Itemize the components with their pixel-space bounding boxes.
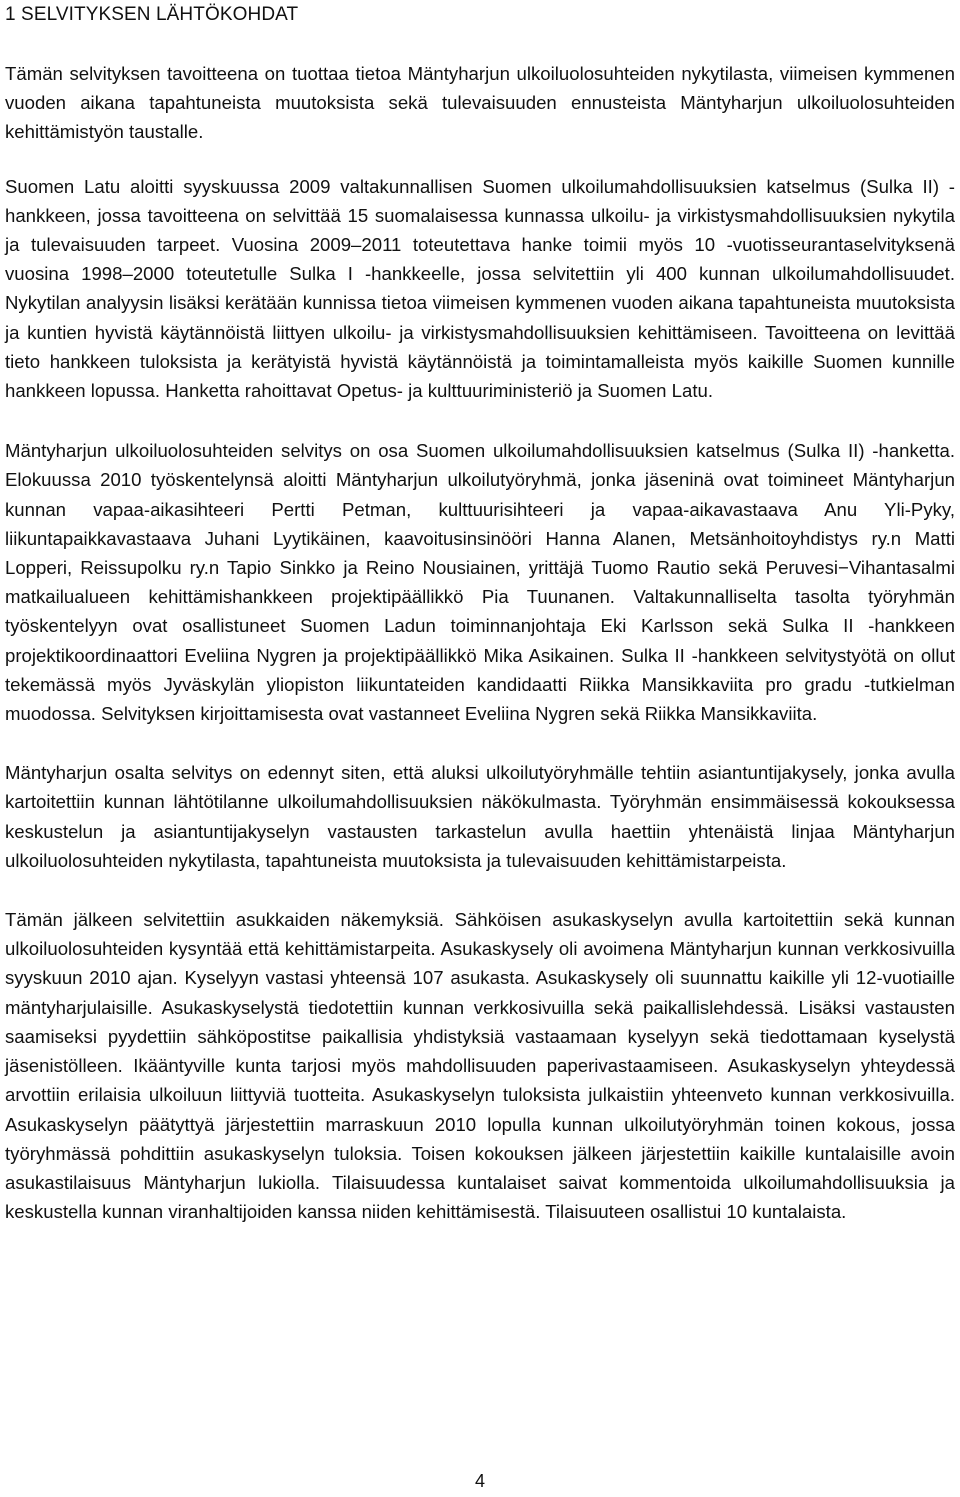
section-heading: 1 SELVITYKSEN LÄHTÖKOHDAT [5, 4, 299, 25]
paragraph-purpose: Tämän selvityksen tavoitteena on tuottaa tietoa Mäntyharjun ulkoiluolosuhteiden nykytilasta, viimeisen kymmenen vuoden aikana tapahtuneista muutoksista sekä tulevaisuuden ennusteista Mäntyharjun ulkoiluolosuhteiden kehittämistyön taustalle. [5, 63, 955, 143]
paragraph-sulka-project: Suomen Latu aloitti syyskuussa 2009 valtakunnallisen Suomen ulkoilumahdollisuuksien katselmus (Sulka II) -hankkeen, jossa tavoitteena on selvittää 15 suomalaisessa kunnassa ulkoilu- ja virkistysmahdollisuuksien nykytila ja tulevaisuuden tarpeet. Vuosina 2009–2011 toteutettava hanke toimii myös 10 -vuotisseurantaselvityksenä vuosina 1998–2000 toteutetulle Sulka I -hankkeelle, jossa selvitettiin yli 400 kunnan ulkoilumahdollisuudet. Nykytilan analyysin lisäksi kerätään kunnissa tietoa viimeisen kymmenen vuoden aikana tapahtuneista muutoksista ja kuntien hyvistä käytännöistä liittyen ulkoilu- ja virkistysmahdollisuuksien kehittämiseen. Tavoitteena on levittää tieto hankkeen tuloksista ja kerätyistä hyvistä käytännöistä ja toimintamalleista myös kaikille Suomen kunnille hankkeen lopussa. Hanketta rahoittavat Opetus- ja kulttuuriministeriö ja Suomen Latu. [5, 175, 955, 402]
paragraph-working-group: Mäntyharjun ulkoiluolosuhteiden selvitys on osa Suomen ulkoilumahdollisuuksien katselmus (Sulka II) -hanketta. Elokuussa 2010 työskentelynsä aloitti Mäntyharjun ulkoilutyöryhmä, jonka jäseninä ovat toimineet Mäntyharjun kunnan vapaa-aikasihteeri Pertti Petman, kulttuurisihteeri ja vapaa-aikavastaava Anu Yli-Pyky, liikuntapaikkavastaava Juhani Lyytikäinen, kaavoitusinsinööri Hanna Alanen, Metsänhoitoyhdistys ry.n Matti Lopperi, Reissupolku ry.n Tapio Sinkko ja Reino Nousiainen, yrittäjä Tuomo Rautio sekä Peruvesi−Vihantasalmi matkailualueen kehittämishankkeen projektipäällikkö Pia Tuunanen. Valtakunnalliselta tasolta työryhmän työskentelyyn ovat osallistuneet Suomen Ladun toiminnanjohtaja Eki Karlsson sekä Sulka II -hankkeen projektikoordinaattori Eveliina Nygren ja projektipäällikkö Mika Asikainen. Sulka II -hankkeen selvitystyötä on ollut tekemässä myös Jyväskylän yliopiston liikuntateiden kandidaatti Riikka Mansikkaviita pro gradu -tutkielman muodossa. Selvityksen kirjoittamisesta ovat vastanneet Eveliina Nygren sekä Riikka Mansikkaviita. [5, 440, 955, 725]
paragraph-resident-survey: Tämän jälkeen selvitettiin asukkaiden näkemyksiä. Sähköisen asukaskyselyn avulla kartoitettiin sekä kunnan ulkoiluolosuhteiden kysyntää että kehittämistarpeita. Asukaskysely oli avoimena Mäntyharjun kunnan verkkosivuilla syyskuun 2010 ajan. Kyselyyn vastasi yhteensä 107 asukasta. Asukaskysely oli suunnattu kaikille yli 12-vuotiaille mäntyharjulaisille. Asukaskyselystä tiedotettiin kunnan verkkosivuilla sekä paikallislehdessä. Lisäksi vastausten saamiseksi pyydettiin sähköpostitse paikallisia yhdistyksiä vastaamaan kyselyyn sekä tiedottamaan kyselystä jäsenistölleen. Ikääntyville kunta tarjosi myös mahdollisuuden paperivastaamiseen. Asukaskyselyn yhteydessä arvottiin erilaisia ulkoiluun liittyviä tuotteita. Asukaskyselyn tuloksista julkaistiin yhteenveto kunnan verkkosivuilla. Asukaskyselyn päätyttyä järjestettiin marraskuun 2010 lopulla kunnan ulkoilutyöryhmän toinen kokous, jossa työryhmässä pohdittiin asukaskyselyn tuloksia. Toisen kokouksen jälkeen järjestettiin kaikille kuntalaisille avoin asukastilaisuus Mäntyharjun lukiolla. Tilaisuudessa kuntalaiset saivat kommentoida ulkoilumahdollisuuksia ja keskustella kunnan viranhaltijoiden kanssa niiden kehittämisestä. Tilaisuuteen osallistui 10 kuntalaista. [5, 909, 955, 1223]
paragraph-expert-survey: Mäntyharjun osalta selvitys on edennyt siten, että aluksi ulkoilutyöryhmälle tehtiin asiantuntijakysely, jonka avulla kartoitettiin kunnan lähtötilanne ulkoilumahdollisuuksien näkökulmasta. Työryhmän ensimmäisessä kokouksessa keskustelun ja asiantuntijakyselyn vastausten tarkastelun avulla haettiin yhtenäistä linjaa Mäntyharjun ulkoiluolosuhteiden nykytilasta, tapahtuneista muutoksista ja tulevaisuuden kehittämistarpeista. [5, 762, 955, 871]
page-number: 4 [474, 1471, 485, 1491]
document-page [5, 0, 955, 1226]
